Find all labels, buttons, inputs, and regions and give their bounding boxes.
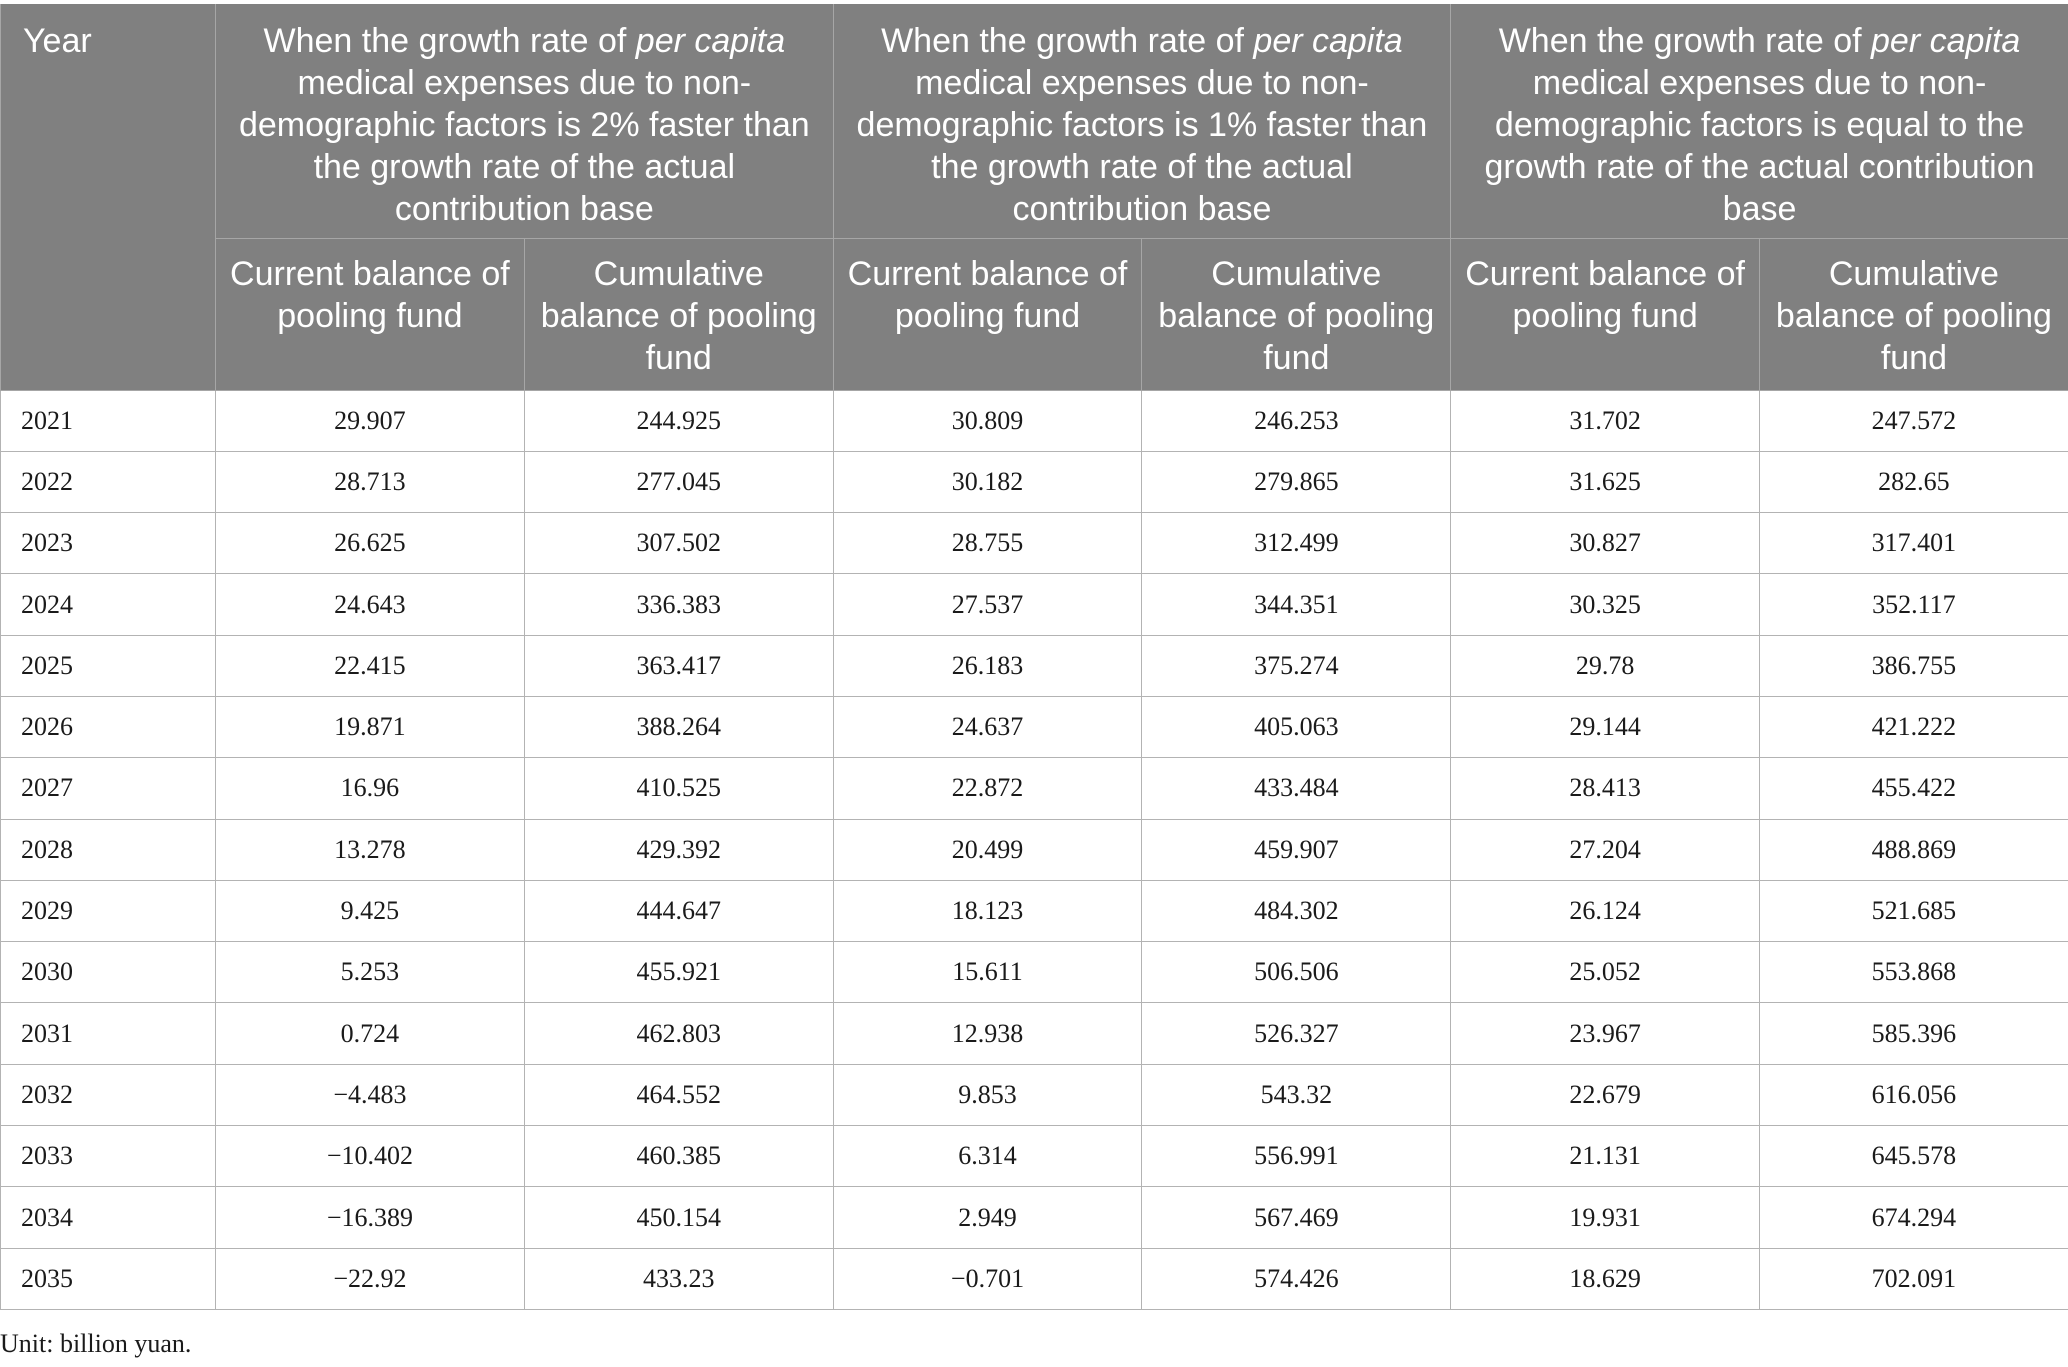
table-body [1,390,2068,1309]
year-cell: 2023 [1,513,216,574]
current-balance-cell: 0.724 [216,1003,525,1064]
cumulative-balance-cell: 433.484 [1142,758,1451,819]
scenario-text-post: medical expenses due to non-demographic factors is equal to the growth rate of the actual contribution base [1484,64,2035,228]
cumulative-balance-cell: 450.154 [524,1187,833,1248]
table-row [1,513,2068,574]
scenario-header-2pct [216,4,834,238]
cumulative-balance-cell: 455.921 [524,942,833,1003]
current-balance-cell: 28.755 [833,513,1142,574]
table-row [1,1187,2068,1248]
cumulative-balance-cell: 674.294 [1760,1187,2068,1248]
current-balance-cell: 24.643 [216,574,525,635]
scenario-text-pre: When the growth rate of [263,22,636,60]
current-balance-cell: 20.499 [833,819,1142,880]
year-cell: 2030 [1,942,216,1003]
current-balance-cell: 22.415 [216,635,525,696]
year-cell: 2031 [1,1003,216,1064]
current-balance-cell: 29.907 [216,390,525,451]
current-balance-cell: 25.052 [1451,942,1760,1003]
cumulative-balance-cell: 556.991 [1142,1126,1451,1187]
table-row [1,451,2068,512]
cumulative-balance-cell: 488.869 [1760,819,2068,880]
unit-footnote: Unit: billion yuan. [0,1329,192,1358]
current-balance-cell: 5.253 [216,942,525,1003]
scenario-text-italic: per capita [1871,22,2021,60]
current-balance-cell: 24.637 [833,696,1142,757]
current-balance-cell: −4.483 [216,1064,525,1125]
scenario-header-1pct [833,4,1451,238]
cumulative-balance-cell: 312.499 [1142,513,1451,574]
year-cell: 2034 [1,1187,216,1248]
year-cell: 2026 [1,696,216,757]
cumulative-balance-cell: 543.32 [1142,1064,1451,1125]
current-balance-cell: 12.938 [833,1003,1142,1064]
table-row [1,1064,2068,1125]
cumulative-balance-cell: 455.422 [1760,758,2068,819]
current-balance-cell: 9.425 [216,880,525,941]
year-cell: 2027 [1,758,216,819]
table-row [1,390,2068,451]
current-balance-cell: −0.701 [833,1248,1142,1309]
scenario-text-italic: per capita [1253,22,1403,60]
year-cell: 2025 [1,635,216,696]
current-balance-cell: 19.931 [1451,1187,1760,1248]
cumulative-balance-cell: 702.091 [1760,1248,2068,1309]
cumulative-balance-cell: 460.385 [524,1126,833,1187]
cumulative-balance-cell: 464.552 [524,1064,833,1125]
balance-table [0,4,2068,1310]
current-balance-cell: 26.183 [833,635,1142,696]
cumulative-balance-cell: 574.426 [1142,1248,1451,1309]
cumulative-balance-header: Cumulative balance of pooling fund [1760,238,2068,390]
current-balance-cell: 26.124 [1451,880,1760,941]
current-balance-cell: 13.278 [216,819,525,880]
table-row [1,574,2068,635]
cumulative-balance-cell: 307.502 [524,513,833,574]
cumulative-balance-cell: 429.392 [524,819,833,880]
current-balance-header: Current balance of pooling fund [216,238,525,390]
cumulative-balance-cell: 459.907 [1142,819,1451,880]
current-balance-cell: 2.949 [833,1187,1142,1248]
current-balance-cell: 6.314 [833,1126,1142,1187]
current-balance-header: Current balance of pooling fund [1451,238,1760,390]
cumulative-balance-cell: 506.506 [1142,942,1451,1003]
scenario-header-equal [1451,4,2068,238]
cumulative-balance-cell: 526.327 [1142,1003,1451,1064]
table-row [1,942,2068,1003]
cumulative-balance-cell: 616.056 [1760,1064,2068,1125]
cumulative-balance-cell: 585.396 [1760,1003,2068,1064]
current-balance-cell: 9.853 [833,1064,1142,1125]
year-column-header: Year [1,4,216,390]
table-row [1,696,2068,757]
current-balance-cell: 27.537 [833,574,1142,635]
cumulative-balance-cell: 433.23 [524,1248,833,1309]
cumulative-balance-cell: 282.65 [1760,451,2068,512]
scenario-text-pre: When the growth rate of [881,22,1254,60]
cumulative-balance-header: Cumulative balance of pooling fund [1142,238,1451,390]
current-balance-cell: 22.872 [833,758,1142,819]
current-balance-cell: 29.144 [1451,696,1760,757]
cumulative-balance-cell: 344.351 [1142,574,1451,635]
cumulative-balance-cell: 279.865 [1142,451,1451,512]
cumulative-balance-cell: 410.525 [524,758,833,819]
year-cell: 2032 [1,1064,216,1125]
table-row [1,758,2068,819]
current-balance-cell: 27.204 [1451,819,1760,880]
scenario-text-italic: per capita [635,22,786,60]
current-balance-cell: 15.611 [833,942,1142,1003]
current-balance-cell: 28.413 [1451,758,1760,819]
current-balance-cell: 28.713 [216,451,525,512]
year-cell: 2028 [1,819,216,880]
scenario-text-post: medical expenses due to non-demographic factors is 1% faster than the growth rate of the actual contribution base [856,64,1428,228]
cumulative-balance-cell: 244.925 [524,390,833,451]
table-row [1,819,2068,880]
table-row [1,635,2068,696]
current-balance-cell: 19.871 [216,696,525,757]
cumulative-balance-cell: 462.803 [524,1003,833,1064]
cumulative-balance-cell: 484.302 [1142,880,1451,941]
current-balance-cell: 21.131 [1451,1126,1760,1187]
cumulative-balance-cell: 363.417 [524,635,833,696]
current-balance-cell: 31.625 [1451,451,1760,512]
current-balance-cell: 18.123 [833,880,1142,941]
current-balance-cell: 26.625 [216,513,525,574]
cumulative-balance-cell: 246.253 [1142,390,1451,451]
cumulative-balance-cell: 645.578 [1760,1126,2068,1187]
current-balance-cell: 30.809 [833,390,1142,451]
cumulative-balance-cell: 521.685 [1760,880,2068,941]
cumulative-balance-cell: 405.063 [1142,696,1451,757]
cumulative-balance-cell: 375.274 [1142,635,1451,696]
year-cell: 2029 [1,880,216,941]
year-cell: 2024 [1,574,216,635]
current-balance-cell: 30.182 [833,451,1142,512]
current-balance-cell: 23.967 [1451,1003,1760,1064]
table-row [1,880,2068,941]
cumulative-balance-cell: 277.045 [524,451,833,512]
current-balance-cell: 16.96 [216,758,525,819]
scenario-text-pre: When the growth rate of [1498,22,1872,60]
current-balance-header: Current balance of pooling fund [833,238,1142,390]
cumulative-balance-cell: 553.868 [1760,942,2068,1003]
cumulative-balance-cell: 567.469 [1142,1187,1451,1248]
table-row [1,1248,2068,1309]
cumulative-balance-cell: 352.117 [1760,574,2068,635]
table-row [1,1126,2068,1187]
table-header [1,4,2068,390]
current-balance-cell: −10.402 [216,1126,525,1187]
table-row [1,1003,2068,1064]
current-balance-cell: 29.78 [1451,635,1760,696]
cumulative-balance-cell: 336.383 [524,574,833,635]
current-balance-cell: 30.325 [1451,574,1760,635]
current-balance-cell: 31.702 [1451,390,1760,451]
cumulative-balance-cell: 386.755 [1760,635,2068,696]
year-cell: 2021 [1,390,216,451]
current-balance-cell: 22.679 [1451,1064,1760,1125]
cumulative-balance-cell: 421.222 [1760,696,2068,757]
current-balance-cell: −16.389 [216,1187,525,1248]
year-cell: 2035 [1,1248,216,1309]
cumulative-balance-cell: 247.572 [1760,390,2068,451]
cumulative-balance-cell: 444.647 [524,880,833,941]
current-balance-cell: 18.629 [1451,1248,1760,1309]
cumulative-balance-cell: 388.264 [524,696,833,757]
scenario-text-post: medical expenses due to non-demographic factors is 2% faster than the growth rate of the actual contribution base [238,64,810,228]
year-cell: 2022 [1,451,216,512]
cumulative-balance-cell: 317.401 [1760,513,2068,574]
year-cell: 2033 [1,1126,216,1187]
current-balance-cell: 30.827 [1451,513,1760,574]
cumulative-balance-header: Cumulative balance of pooling fund [524,238,833,390]
current-balance-cell: −22.92 [216,1248,525,1309]
